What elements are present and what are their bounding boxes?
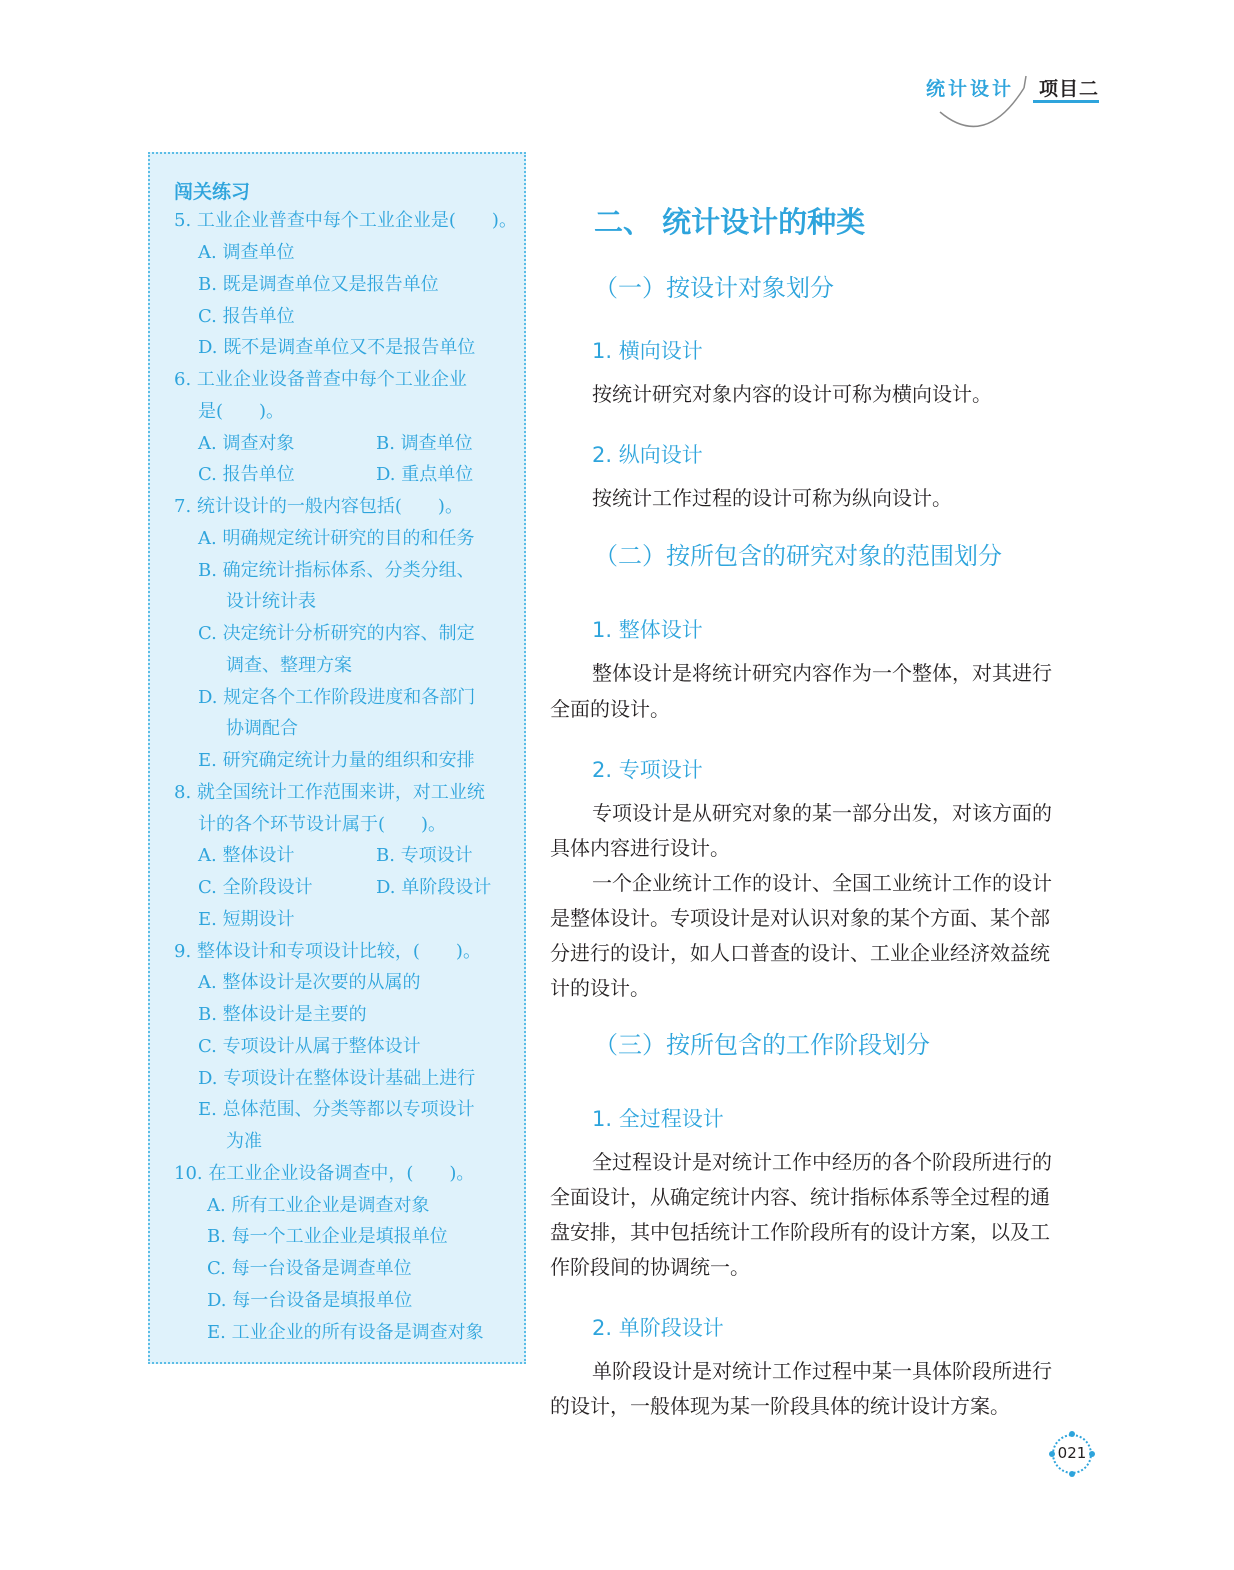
body-text: 分进行的设计，如人口普查的设计、工业企业经济效益统 xyxy=(550,941,1050,965)
page-number-dot xyxy=(1069,1471,1075,1477)
exercise-option: D. 单阶段设计 xyxy=(376,877,492,898)
subsection-title: （三）按所包含的工作阶段划分 xyxy=(594,1031,930,1059)
exercise-option: A. 明确规定统计研究的目的和任务 xyxy=(198,528,475,549)
exercise-option: C. 专项设计从属于整体设计 xyxy=(198,1036,421,1057)
section-title: 二、 统计设计的种类 xyxy=(594,205,866,239)
body-text: 具体内容进行设计。 xyxy=(550,836,730,860)
item-title: 1. 整体设计 xyxy=(592,618,703,642)
body-text: 全面设计，从确定统计内容、统计指标体系等全过程的通 xyxy=(550,1185,1050,1209)
body-text: 盘安排，其中包括统计工作阶段所有的设计方案，以及工 xyxy=(550,1220,1050,1244)
header-underline xyxy=(1033,100,1099,103)
exercise-option: E. 总体范围、分类等都以专项设计 xyxy=(198,1099,475,1120)
item-title: 2. 专项设计 xyxy=(592,758,703,782)
exercise-title: 闯关练习 xyxy=(174,181,251,203)
exercise-question-cont: 是( )。 xyxy=(198,401,285,422)
body-text: 按统计工作过程的设计可称为纵向设计。 xyxy=(592,486,952,510)
exercise-question: 9. 整体设计和专项设计比较，( )。 xyxy=(174,941,481,962)
exercise-option: C. 报告单位 xyxy=(198,464,295,485)
exercise-question: 7. 统计设计的一般内容包括( )。 xyxy=(174,496,463,517)
exercise-option: B. 调查单位 xyxy=(376,433,473,454)
exercise-question: 10. 在工业企业设备调查中，( )。 xyxy=(174,1163,475,1184)
exercise-question: 8. 就全国统计工作范围来讲，对工业统 xyxy=(174,782,485,803)
item-title: 1. 横向设计 xyxy=(592,339,703,363)
exercise-option: E. 工业企业的所有设备是调查对象 xyxy=(207,1322,484,1343)
exercise-option-cont: 设计统计表 xyxy=(226,591,316,612)
body-text: 全过程设计是对统计工作中经历的各个阶段所进行的 xyxy=(592,1150,1052,1174)
item-title: 2. 纵向设计 xyxy=(592,443,703,467)
exercise-option: C. 决定统计分析研究的内容、制定 xyxy=(198,623,475,644)
exercise-option: D. 每一台设备是填报单位 xyxy=(207,1290,413,1311)
exercise-option: D. 规定各个工作阶段进度和各部门 xyxy=(198,687,476,708)
page-number: 021 xyxy=(1057,1444,1087,1462)
exercise-question: 6. 工业企业设备普查中每个工业企业 xyxy=(174,369,467,390)
body-text: 专项设计是从研究对象的某一部分出发，对该方面的 xyxy=(592,801,1052,825)
body-text: 作阶段间的协调统一。 xyxy=(550,1255,750,1279)
exercise-option: B. 既是调查单位又是报告单位 xyxy=(198,274,439,295)
body-text: 的设计，一般体现为某一阶段具体的统计设计方案。 xyxy=(550,1394,1010,1418)
body-text: 单阶段设计是对统计工作过程中某一具体阶段所进行 xyxy=(592,1359,1052,1383)
header-arc-decoration xyxy=(930,60,1040,140)
exercise-option: C. 全阶段设计 xyxy=(198,877,313,898)
body-text: 一个企业统计工作的设计、全国工业统计工作的设计 xyxy=(592,871,1052,895)
exercise-question: 5. 工业企业普查中每个工业企业是( )。 xyxy=(174,210,517,231)
subsection-title: （二）按所包含的研究对象的范围划分 xyxy=(594,542,1002,570)
exercise-option: C. 报告单位 xyxy=(198,306,295,327)
exercise-option: B. 确定统计指标体系、分类分组、 xyxy=(198,560,475,581)
exercise-option: B. 每一个工业企业是填报单位 xyxy=(207,1226,448,1247)
header-section-title: 统计设计 xyxy=(926,78,1015,100)
exercise-option: E. 研究确定统计力量的组织和安排 xyxy=(198,750,475,771)
header-project-label: 项目二 xyxy=(1039,78,1100,100)
body-text: 按统计研究对象内容的设计可称为横向设计。 xyxy=(592,382,992,406)
item-title: 1. 全过程设计 xyxy=(592,1107,724,1131)
exercise-option: A. 整体设计 xyxy=(198,845,295,866)
body-text: 整体设计是将统计研究内容作为一个整体，对其进行 xyxy=(592,661,1052,685)
exercise-option: D. 既不是调查单位又不是报告单位 xyxy=(198,337,476,358)
exercise-option: A. 调查对象 xyxy=(198,433,295,454)
exercise-option: A. 所有工业企业是调查对象 xyxy=(207,1195,430,1216)
exercise-option: E. 短期设计 xyxy=(198,909,295,930)
exercise-option: A. 整体设计是次要的从属的 xyxy=(198,972,421,993)
exercise-option: D. 专项设计在整体设计基础上进行 xyxy=(198,1068,476,1089)
subsection-title: （一）按设计对象划分 xyxy=(594,274,834,302)
exercise-question-cont: 计的各个环节设计属于( )。 xyxy=(198,814,447,835)
exercise-option-cont: 协调配合 xyxy=(226,718,298,739)
exercise-option-cont: 调查、整理方案 xyxy=(226,655,352,676)
exercise-option: C. 每一台设备是调查单位 xyxy=(207,1258,412,1279)
body-text: 是整体设计。专项设计是对认识对象的某个方面、某个部 xyxy=(550,906,1050,930)
exercise-option: A. 调查单位 xyxy=(198,242,295,263)
exercise-option: B. 专项设计 xyxy=(376,845,473,866)
exercise-option-cont: 为准 xyxy=(226,1131,262,1152)
page-number-dot xyxy=(1069,1431,1075,1437)
exercise-option: B. 整体设计是主要的 xyxy=(198,1004,367,1025)
item-title: 2. 单阶段设计 xyxy=(592,1316,724,1340)
body-text: 全面的设计。 xyxy=(550,697,670,721)
exercise-option: D. 重点单位 xyxy=(376,464,474,485)
body-text: 计的设计。 xyxy=(550,976,650,1000)
